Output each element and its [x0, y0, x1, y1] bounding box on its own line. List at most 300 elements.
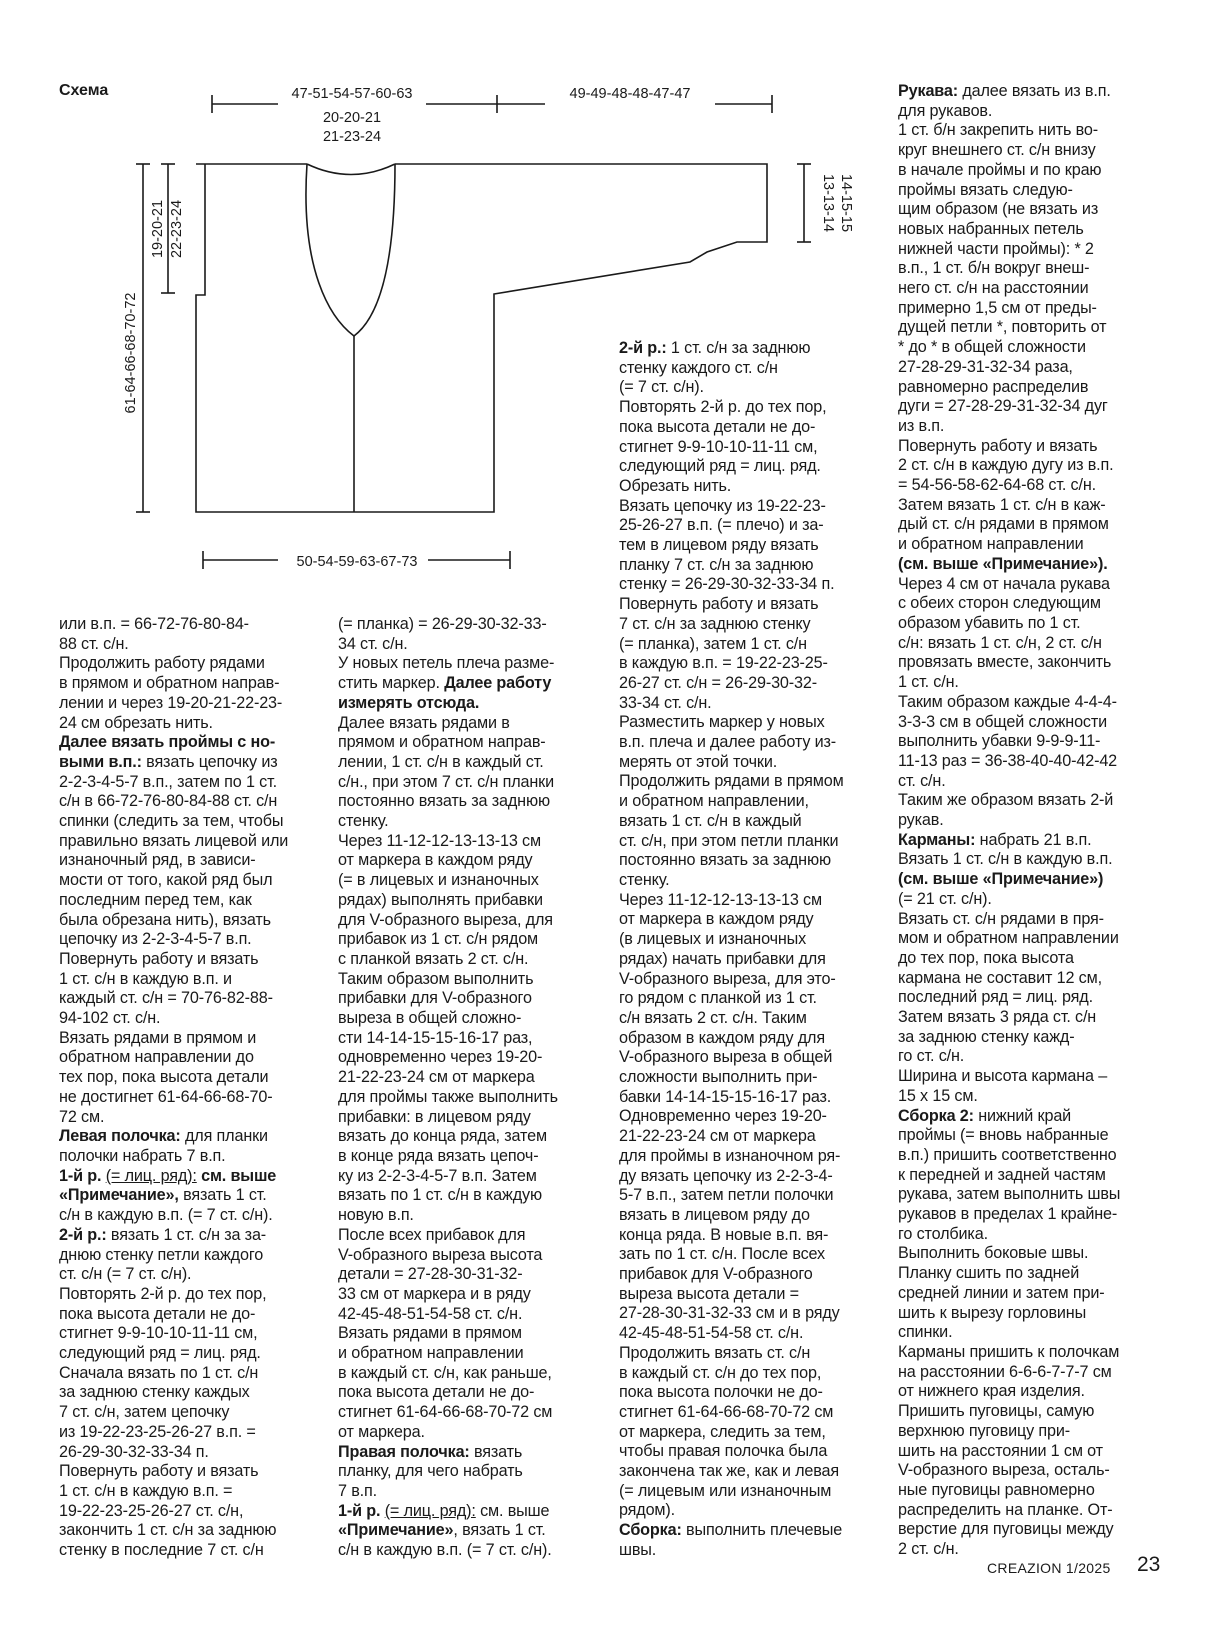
- text-run: рукав.: [898, 811, 944, 830]
- text-run: (см. выше «Примечание»).: [898, 554, 1108, 573]
- text-column-3: [619, 339, 874, 1561]
- text-run: рукава, затем выполнить швы: [898, 1185, 1121, 1204]
- text-run: средней линии и затем при-: [898, 1283, 1105, 1302]
- text-line: [898, 121, 1158, 141]
- text-run: 3-3-3 см в общей сложности: [898, 712, 1108, 731]
- text-run: дущей петли *, повторить от: [898, 318, 1107, 337]
- text-run: Повернуть работу и вязать: [59, 1462, 259, 1481]
- text-line: [898, 220, 1158, 240]
- text-line: [619, 1206, 874, 1226]
- text-run: с/н: вязать 1 ст. с/н, 2 ст. с/н: [898, 633, 1102, 652]
- text-run: с/н в каждую в.п. (= 7 ст. с/н).: [59, 1206, 273, 1225]
- text-run: шить к вырезу горловины: [898, 1303, 1087, 1322]
- text-line: [619, 1009, 874, 1029]
- text-run: цепочку из 2-2-3-4-5-7 в.п.: [59, 930, 252, 949]
- text-line: [59, 1068, 314, 1088]
- text-line: [619, 1442, 874, 1462]
- text-run: с/н в каждую в.п. (= 7 ст. с/н).: [338, 1541, 552, 1560]
- text-line: [619, 832, 874, 852]
- text-run: 1 ст. с/н в каждую в.п. =: [59, 1481, 233, 1500]
- text-run: прибавок для V-образного: [619, 1265, 813, 1284]
- text-line: [619, 418, 874, 438]
- text-line: [898, 811, 1158, 831]
- text-line: [619, 1029, 874, 1049]
- text-line: [898, 1540, 1158, 1560]
- text-line: [898, 870, 1158, 890]
- text-line: [619, 1186, 874, 1206]
- text-line: [898, 1363, 1158, 1383]
- text-run: швы.: [619, 1540, 657, 1559]
- text-line: [619, 792, 874, 812]
- text-run: Рукава:: [898, 82, 958, 100]
- text-run: Карманы пришить к полочкам: [898, 1343, 1120, 1361]
- text-run: из 19-22-23-25-26-27 в.п. =: [59, 1422, 256, 1441]
- text-line: [619, 1048, 874, 1068]
- text-line: [59, 1324, 314, 1344]
- text-line: [338, 1127, 593, 1147]
- text-line: [59, 1186, 314, 1206]
- text-line: [59, 1088, 314, 1108]
- text-run: Далее вязать рядами в: [338, 713, 510, 732]
- text-line: [619, 1403, 874, 1423]
- text-run: проймы (= вновь набранные: [898, 1126, 1109, 1145]
- text-line: [898, 653, 1158, 673]
- text-run: ду вязать цепочку из 2-2-3-4-: [619, 1166, 833, 1185]
- text-run: 42-45-48-51-54-58 ст. с/н.: [338, 1304, 523, 1323]
- text-run: выми в.п.:: [59, 752, 142, 771]
- text-line: [59, 1305, 314, 1325]
- neck-width-label-2: 21-23-24: [322, 129, 382, 145]
- text-line: [898, 102, 1158, 122]
- text-run: выполнить плечевые: [681, 1521, 843, 1540]
- text-line: [59, 1009, 314, 1029]
- text-run: Планку сшить по задней: [898, 1264, 1080, 1283]
- text-run: см. выше: [475, 1501, 550, 1520]
- text-line: [59, 851, 314, 871]
- text-run: Таким же образом вязать 2-й: [898, 791, 1114, 810]
- text-line: [338, 1088, 593, 1108]
- text-run: (= 7 ст. с/н).: [619, 378, 704, 397]
- text-line: [338, 832, 593, 852]
- text-line: [59, 832, 314, 852]
- text-run: Затем вязать 3 ряда ст. с/н: [898, 1008, 1097, 1027]
- text-line: [898, 890, 1158, 910]
- text-run: правильно вязать лицевой или: [59, 831, 289, 850]
- text-line: [338, 674, 593, 694]
- text-line: [59, 654, 314, 674]
- text-line: [898, 1284, 1158, 1304]
- text-run: планку 7 ст. с/н за заднюю: [619, 555, 814, 574]
- text-run: пока высота детали не до-: [59, 1304, 256, 1323]
- text-line: [59, 1423, 314, 1443]
- text-run: выполнить убавки 9-9-9-11-: [898, 732, 1101, 751]
- text-line: [898, 1442, 1158, 1462]
- text-run: (= лиц. ряд):: [384, 1501, 476, 1520]
- text-line: [619, 1364, 874, 1384]
- text-line: [59, 950, 314, 970]
- text-run: ные пуговицы равномерно: [898, 1480, 1095, 1499]
- text-line: [898, 673, 1158, 693]
- text-run: него ст. с/н на расстоянии: [898, 279, 1089, 298]
- text-line: [619, 910, 874, 930]
- text-line: [898, 1461, 1158, 1481]
- sleeve-height-label-2: 14-15-15: [838, 173, 854, 233]
- text-run: 25-26-27 в.п. (= плечо) и за-: [619, 516, 824, 535]
- text-run: днюю стенку петли каждого: [59, 1245, 264, 1264]
- text-run: мости от того, какой ряд был: [59, 871, 273, 890]
- text-run: нижний край: [973, 1106, 1072, 1125]
- text-run: закончить 1 ст. с/н за заднюю: [59, 1521, 277, 1540]
- text-line: [898, 1126, 1158, 1146]
- text-run: Затем вязать 1 ст. с/н в каж-: [898, 495, 1106, 514]
- text-line: [898, 1087, 1158, 1107]
- text-line: [338, 1462, 593, 1482]
- text-line: [898, 299, 1158, 319]
- text-run: далее вязать из в.п.: [958, 82, 1111, 100]
- text-run: Вязать 1 ст. с/н в каждую в.п.: [898, 850, 1113, 869]
- text-run: вязать по 1 ст. с/н в каждую: [338, 1186, 542, 1205]
- v-neck-right: [354, 164, 395, 336]
- text-run: лении, 1 ст. с/н в каждый ст.: [338, 752, 544, 771]
- text-run: с/н., при этом 7 ст. с/н планки: [338, 772, 554, 791]
- text-line: [619, 398, 874, 418]
- text-run: с планкой вязать 2 ст. с/н.: [338, 949, 529, 968]
- text-run: 2-й р.:: [59, 1225, 107, 1244]
- text-run: 94-102 ст. с/н.: [59, 1009, 161, 1028]
- text-run: (= лиц. ряд):: [105, 1166, 197, 1185]
- text-run: была обрезана нить), вязать: [59, 910, 271, 929]
- text-line: [619, 1265, 874, 1285]
- text-line: [59, 674, 314, 694]
- text-run: в каждый ст. с/н, как раньше,: [338, 1363, 552, 1382]
- text-line: [619, 1285, 874, 1305]
- text-line: [898, 1382, 1158, 1402]
- text-line: [338, 1186, 593, 1206]
- text-line: [619, 516, 874, 536]
- text-line: [619, 871, 874, 891]
- text-line: [898, 1067, 1158, 1087]
- text-run: 7 ст. с/н за заднюю стенку: [619, 614, 811, 633]
- text-run: набрать 21 в.п.: [975, 830, 1092, 849]
- text-run: каждый ст. с/н = 70-76-82-88-: [59, 989, 273, 1008]
- text-run: новых набранных петель: [898, 219, 1084, 238]
- text-run: провязать вместе, закончить: [898, 653, 1112, 672]
- text-line: [59, 694, 314, 714]
- text-run: стенку.: [619, 870, 670, 889]
- text-line: [898, 476, 1158, 496]
- text-line: [898, 1225, 1158, 1245]
- text-run: лении и через 19-20-21-22-23-: [59, 693, 283, 712]
- text-line: [338, 1009, 593, 1029]
- text-run: Через 4 см от начала рукава: [898, 574, 1110, 593]
- text-run: Таким образом выполнить: [338, 969, 534, 988]
- text-run: сложности выполнить при-: [619, 1068, 818, 1087]
- text-line: [338, 1423, 593, 1443]
- text-line: [59, 1482, 314, 1502]
- text-run: Карманы:: [898, 830, 976, 849]
- text-run: , вязать 1 ст.: [453, 1521, 546, 1540]
- text-line: [619, 1383, 874, 1403]
- text-line: [898, 791, 1158, 811]
- text-run: 24 см обрезать нить.: [59, 713, 213, 732]
- text-line: [898, 437, 1158, 457]
- text-run: Повернуть работу и вязать: [619, 595, 819, 614]
- text-line: [59, 1403, 314, 1423]
- text-line: [898, 949, 1158, 969]
- text-run: стенку = 26-29-30-32-33-34 п.: [619, 575, 835, 594]
- text-run: образом в каждом ряду для: [619, 1028, 825, 1047]
- text-run: го ст. с/н.: [898, 1047, 965, 1066]
- text-run: с обеих сторон следующим: [898, 594, 1101, 613]
- text-line: [898, 969, 1158, 989]
- text-line: [898, 417, 1158, 437]
- text-line: [898, 338, 1158, 358]
- text-line: [59, 792, 314, 812]
- text-line: [619, 694, 874, 714]
- text-line: [338, 1482, 593, 1502]
- text-line: [619, 891, 874, 911]
- text-line: [898, 378, 1158, 398]
- text-line: [619, 1501, 874, 1521]
- text-line: [898, 1520, 1158, 1540]
- text-run: к передней и задней частям: [898, 1165, 1106, 1184]
- text-run: Ширина и высота кармана –: [898, 1067, 1108, 1086]
- text-line: [619, 930, 874, 950]
- text-run: вязать 1 ст. с/н за за-: [106, 1225, 267, 1244]
- text-run: (= планка) = 26-29-30-32-33-: [338, 615, 547, 633]
- text-run: вязать 1 ст.: [178, 1186, 267, 1205]
- text-run: от маркера в каждом ряду: [338, 851, 533, 870]
- text-line: [619, 438, 874, 458]
- text-run: Вязать рядами в прямом: [338, 1324, 522, 1343]
- text-run: равномерно распределив: [898, 377, 1089, 396]
- text-run: в конце ряда вязать цепоч-: [338, 1146, 539, 1165]
- text-line: [898, 1244, 1158, 1264]
- text-run: стигнет 9-9-10-10-11-11 см,: [59, 1324, 258, 1343]
- text-run: с/н в 66-72-76-80-84-88 ст. с/н: [59, 792, 278, 811]
- text-run: * до * в общей сложности: [898, 338, 1086, 357]
- text-run: дуги = 27-28-29-31-32-34 дуг: [898, 397, 1108, 416]
- text-line: [59, 989, 314, 1009]
- text-run: и обратном направлении,: [619, 792, 809, 811]
- text-line: [619, 851, 874, 871]
- text-line: [898, 82, 1158, 102]
- text-run: V-образного выреза высота: [338, 1245, 543, 1264]
- text-line: [619, 1147, 874, 1167]
- text-line: [619, 1304, 874, 1324]
- text-line: [619, 970, 874, 990]
- text-run: Продолжить вязать ст. с/н: [619, 1343, 811, 1362]
- text-run: круг внешнего ст. с/н внизу: [898, 141, 1096, 160]
- page-number: 23: [1137, 1553, 1161, 1576]
- text-line: [898, 693, 1158, 713]
- text-run: V-образного выреза, для это-: [619, 969, 836, 988]
- text-line: [338, 1403, 593, 1423]
- text-line: [619, 753, 874, 773]
- text-run: ст. с/н, при этом петли планки: [619, 831, 839, 850]
- schema-title: Схема: [59, 82, 109, 99]
- text-line: [898, 1501, 1158, 1521]
- text-line: [338, 891, 593, 911]
- text-line: [898, 496, 1158, 516]
- text-run: конца ряда. В новые в.п. вя-: [619, 1225, 829, 1244]
- text-line: [338, 812, 593, 832]
- text-line: [59, 1206, 314, 1226]
- text-line: [59, 891, 314, 911]
- text-line: [59, 1383, 314, 1403]
- text-line: [898, 181, 1158, 201]
- text-run: обратном направлении до: [59, 1048, 254, 1067]
- text-line: [898, 1481, 1158, 1501]
- text-run: из в.п.: [898, 416, 945, 435]
- text-run: Вязать ст. с/н рядами в пря-: [898, 909, 1104, 928]
- text-run: последний ряд = лиц. ряд.: [898, 988, 1093, 1007]
- text-line: [898, 929, 1158, 949]
- text-line: [898, 240, 1158, 260]
- text-run: Пришить пуговицы, самую: [898, 1402, 1095, 1421]
- text-line: [619, 359, 874, 379]
- text-run: в прямом и обратном направ-: [59, 674, 280, 693]
- text-run: нижней части проймы): * 2: [898, 239, 1094, 258]
- text-run: одновременно через 19-20-: [338, 1048, 543, 1067]
- text-line: [338, 1068, 593, 1088]
- text-line: [898, 713, 1158, 733]
- text-line: [898, 279, 1158, 299]
- text-line: [59, 1147, 314, 1167]
- text-run: мом и обратном направлении: [898, 929, 1119, 948]
- text-run: 2-й р.:: [619, 339, 667, 357]
- text-line: [619, 1088, 874, 1108]
- text-run: 1-й р.: [59, 1166, 102, 1185]
- text-line: [898, 259, 1158, 279]
- text-line: [619, 772, 874, 792]
- text-run: 26-29-30-32-33-34 п.: [59, 1442, 209, 1461]
- text-run: 72 см.: [59, 1107, 105, 1126]
- text-run: пока высота детали не до-: [619, 417, 816, 436]
- text-line: [898, 1402, 1158, 1422]
- text-line: [898, 200, 1158, 220]
- text-run: сти 14-14-15-15-16-17 раз,: [338, 1028, 533, 1047]
- text-line: [338, 1443, 593, 1463]
- body-length-label: 61-64-66-68-70-72: [123, 292, 139, 414]
- text-run: для V-образного выреза, для: [338, 910, 553, 929]
- text-line: [619, 1245, 874, 1265]
- text-line: [338, 970, 593, 990]
- text-run: 7 в.п.: [338, 1481, 377, 1500]
- text-line: [898, 988, 1158, 1008]
- text-line: [338, 1147, 593, 1167]
- text-line: [338, 1324, 593, 1344]
- text-line: [59, 615, 314, 635]
- text-run: в каждый ст. с/н до тех пор,: [619, 1363, 822, 1382]
- text-column-2: [338, 615, 593, 1561]
- text-line: [898, 1047, 1158, 1067]
- text-line: [59, 1048, 314, 1068]
- text-line: [59, 1127, 314, 1147]
- text-run: го рядом с планкой из 1 ст.: [619, 989, 817, 1008]
- text-line: [619, 1107, 874, 1127]
- text-run: стенку каждого ст. с/н: [619, 358, 778, 377]
- text-line: [338, 714, 593, 734]
- text-line: [619, 615, 874, 635]
- text-line: [898, 358, 1158, 378]
- text-run: полочки набрать 7 в.п.: [59, 1146, 226, 1165]
- text-run: Продолжить рядами в прямом: [619, 772, 844, 791]
- text-line: [898, 772, 1158, 792]
- text-run: в.п.) пришить соответственно: [898, 1145, 1117, 1164]
- text-run: в.п. плеча и далее работу из-: [619, 733, 837, 752]
- text-run: прибавки: в лицевом ряду: [338, 1107, 531, 1126]
- text-line: [898, 575, 1158, 595]
- text-run: (= лицевым или изнаночным: [619, 1481, 832, 1500]
- text-line: [619, 556, 874, 576]
- text-run: или в.п. = 66-72-76-80-84-: [59, 615, 249, 633]
- text-run: «Примечание»: [338, 1521, 454, 1540]
- text-run: ст. с/н (= 7 ст. с/н).: [59, 1265, 192, 1284]
- sleeve-height-label-1: 13-13-14: [820, 173, 836, 233]
- text-run: стигнет 61-64-66-68-70-72 см: [619, 1402, 834, 1421]
- text-line: [338, 1246, 593, 1266]
- text-line: [338, 1364, 593, 1384]
- text-run: пока высота детали не до-: [338, 1383, 535, 1402]
- text-line: [898, 634, 1158, 654]
- armhole-label-2: 22-23-24: [169, 199, 185, 259]
- text-line: [59, 1246, 314, 1266]
- text-run: 2-2-3-4-5-7 в.п., затем по 1 ст.: [59, 772, 277, 791]
- text-line: [338, 615, 593, 635]
- text-line: [338, 1344, 593, 1364]
- text-run: вязать до конца ряда, затем: [338, 1127, 547, 1146]
- text-run: 19-22-23-25-26-27 ст. с/н,: [59, 1501, 244, 1520]
- text-run: вязать цепочку из: [141, 752, 278, 771]
- text-run: 15 х 15 см.: [898, 1086, 978, 1105]
- text-run: от маркера в каждом ряду: [619, 910, 814, 929]
- text-line: [338, 753, 593, 773]
- text-line: [338, 950, 593, 970]
- text-run: 5-7 в.п., затем петли полочки: [619, 1186, 834, 1205]
- text-run: 33-34 ст. с/н.: [619, 693, 712, 712]
- text-run: для планки: [180, 1127, 268, 1146]
- text-line: [338, 1029, 593, 1049]
- text-run: вязать: [469, 1442, 523, 1461]
- text-run: Сначала вязать по 1 ст. с/н: [59, 1363, 259, 1382]
- text-run: 1 ст. с/н за заднюю: [666, 339, 811, 357]
- text-run: 42-45-48-51-54-58 ст. с/н.: [619, 1324, 804, 1343]
- text-line: [59, 1443, 314, 1463]
- text-run: от маркера.: [338, 1422, 425, 1441]
- text-line: [619, 989, 874, 1009]
- text-run: постоянно вязать за заднюю: [619, 851, 831, 870]
- text-run: ку из 2-2-3-4-5-7 в.п. Затем: [338, 1166, 537, 1185]
- text-line: [619, 536, 874, 556]
- text-line: [59, 1029, 314, 1049]
- text-run: стить маркер.: [338, 674, 445, 693]
- text-run: Повернуть работу и вязать: [898, 436, 1098, 455]
- text-run: спинки.: [898, 1323, 953, 1342]
- text-line: [338, 1265, 593, 1285]
- text-line: [619, 477, 874, 497]
- text-run: 33 см от маркера и в ряду: [338, 1284, 531, 1303]
- text-line: [338, 654, 593, 674]
- text-run: закончена так же, как и левая: [619, 1462, 839, 1481]
- text-run: рядах) начать прибавки для: [619, 949, 826, 968]
- text-line: [898, 614, 1158, 634]
- text-run: Левая полочка:: [59, 1127, 181, 1146]
- text-run: спинки (следить за тем, чтобы: [59, 812, 284, 831]
- text-run: Повернуть работу и вязать: [59, 949, 259, 968]
- text-line: [898, 1205, 1158, 1225]
- text-run: кармана не составит 12 см,: [898, 968, 1102, 987]
